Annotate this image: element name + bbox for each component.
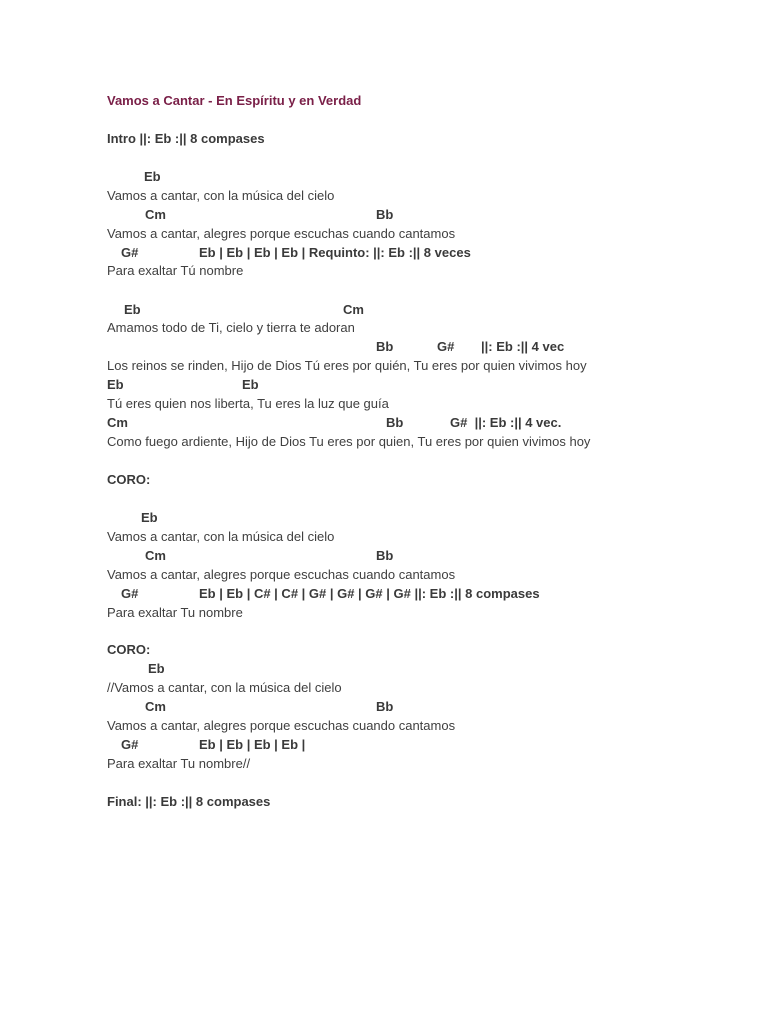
chord-progression: Eb | Eb | Eb | Eb | Requinto: ||: Eb :|| 8 veces (199, 245, 471, 260)
lyric-line: Para exaltar Tu nombre (107, 605, 243, 620)
chord: Cm (107, 415, 128, 430)
intro-line: Intro ||: Eb :|| 8 compases (107, 131, 265, 146)
chord-progression: Eb | Eb | C# | C# | G# | G# | G# | G# ||: Eb :|| 8 compases (199, 586, 540, 601)
chord: Cm (145, 699, 166, 714)
chord: Bb (376, 339, 394, 354)
final-line: Final: ||: Eb :|| 8 compases (107, 794, 271, 809)
chord: G# (121, 245, 139, 260)
chord: Cm (145, 548, 166, 563)
chord-progression: G# ||: Eb :|| 4 vec. (450, 415, 562, 430)
lyric-line: Tú eres quien nos liberta, Tu eres la luz que guía (107, 396, 389, 411)
chord: Bb (386, 415, 404, 430)
chord: G# (121, 586, 139, 601)
chord: Eb (148, 661, 165, 676)
chord: Eb (242, 377, 259, 392)
chord: Bb (376, 207, 394, 222)
chord: Cm (343, 302, 364, 317)
lyric-line: Amamos todo de Ti, cielo y tierra te adoran (107, 320, 355, 335)
lyric-line: Vamos a cantar, con la música del cielo (107, 188, 335, 203)
lyric-line: Vamos a cantar, con la música del cielo (107, 529, 335, 544)
chord: Bb (376, 699, 394, 714)
lyric-line: Vamos a cantar, alegres porque escuchas cuando cantamos (107, 718, 456, 733)
lyric-line: Para exaltar Tu nombre// (107, 756, 251, 771)
chord-progression: Eb | Eb | Eb | Eb | (199, 737, 306, 752)
chord: Cm (145, 207, 166, 222)
song-title: Vamos a Cantar - En Espíritu y en Verdad (107, 93, 362, 108)
chord: G# (121, 737, 139, 752)
lyric-line: Como fuego ardiente, Hijo de Dios Tu eres por quien, Tu eres por quien vivimos hoy (107, 434, 591, 449)
chord: Eb (107, 377, 124, 392)
lyric-line: Vamos a cantar, alegres porque escuchas cuando cantamos (107, 567, 456, 582)
chord: G# (437, 339, 455, 354)
chord: Eb (124, 302, 141, 317)
chord-progression: ||: Eb :|| 4 vec (481, 339, 565, 354)
chord: Eb (144, 169, 161, 184)
chord: Eb (141, 510, 158, 525)
lyric-line: Los reinos se rinden, Hijo de Dios Tú eres por quién, Tu eres por quien vivimos hoy (107, 358, 587, 373)
chord: Bb (376, 548, 394, 563)
lyric-line: Vamos a cantar, alegres porque escuchas cuando cantamos (107, 226, 456, 241)
section-label: CORO: (107, 472, 151, 487)
lyric-line: Para exaltar Tú nombre (107, 263, 244, 278)
lyric-line: //Vamos a cantar, con la música del cielo (107, 680, 342, 695)
section-label: CORO: (107, 642, 151, 657)
